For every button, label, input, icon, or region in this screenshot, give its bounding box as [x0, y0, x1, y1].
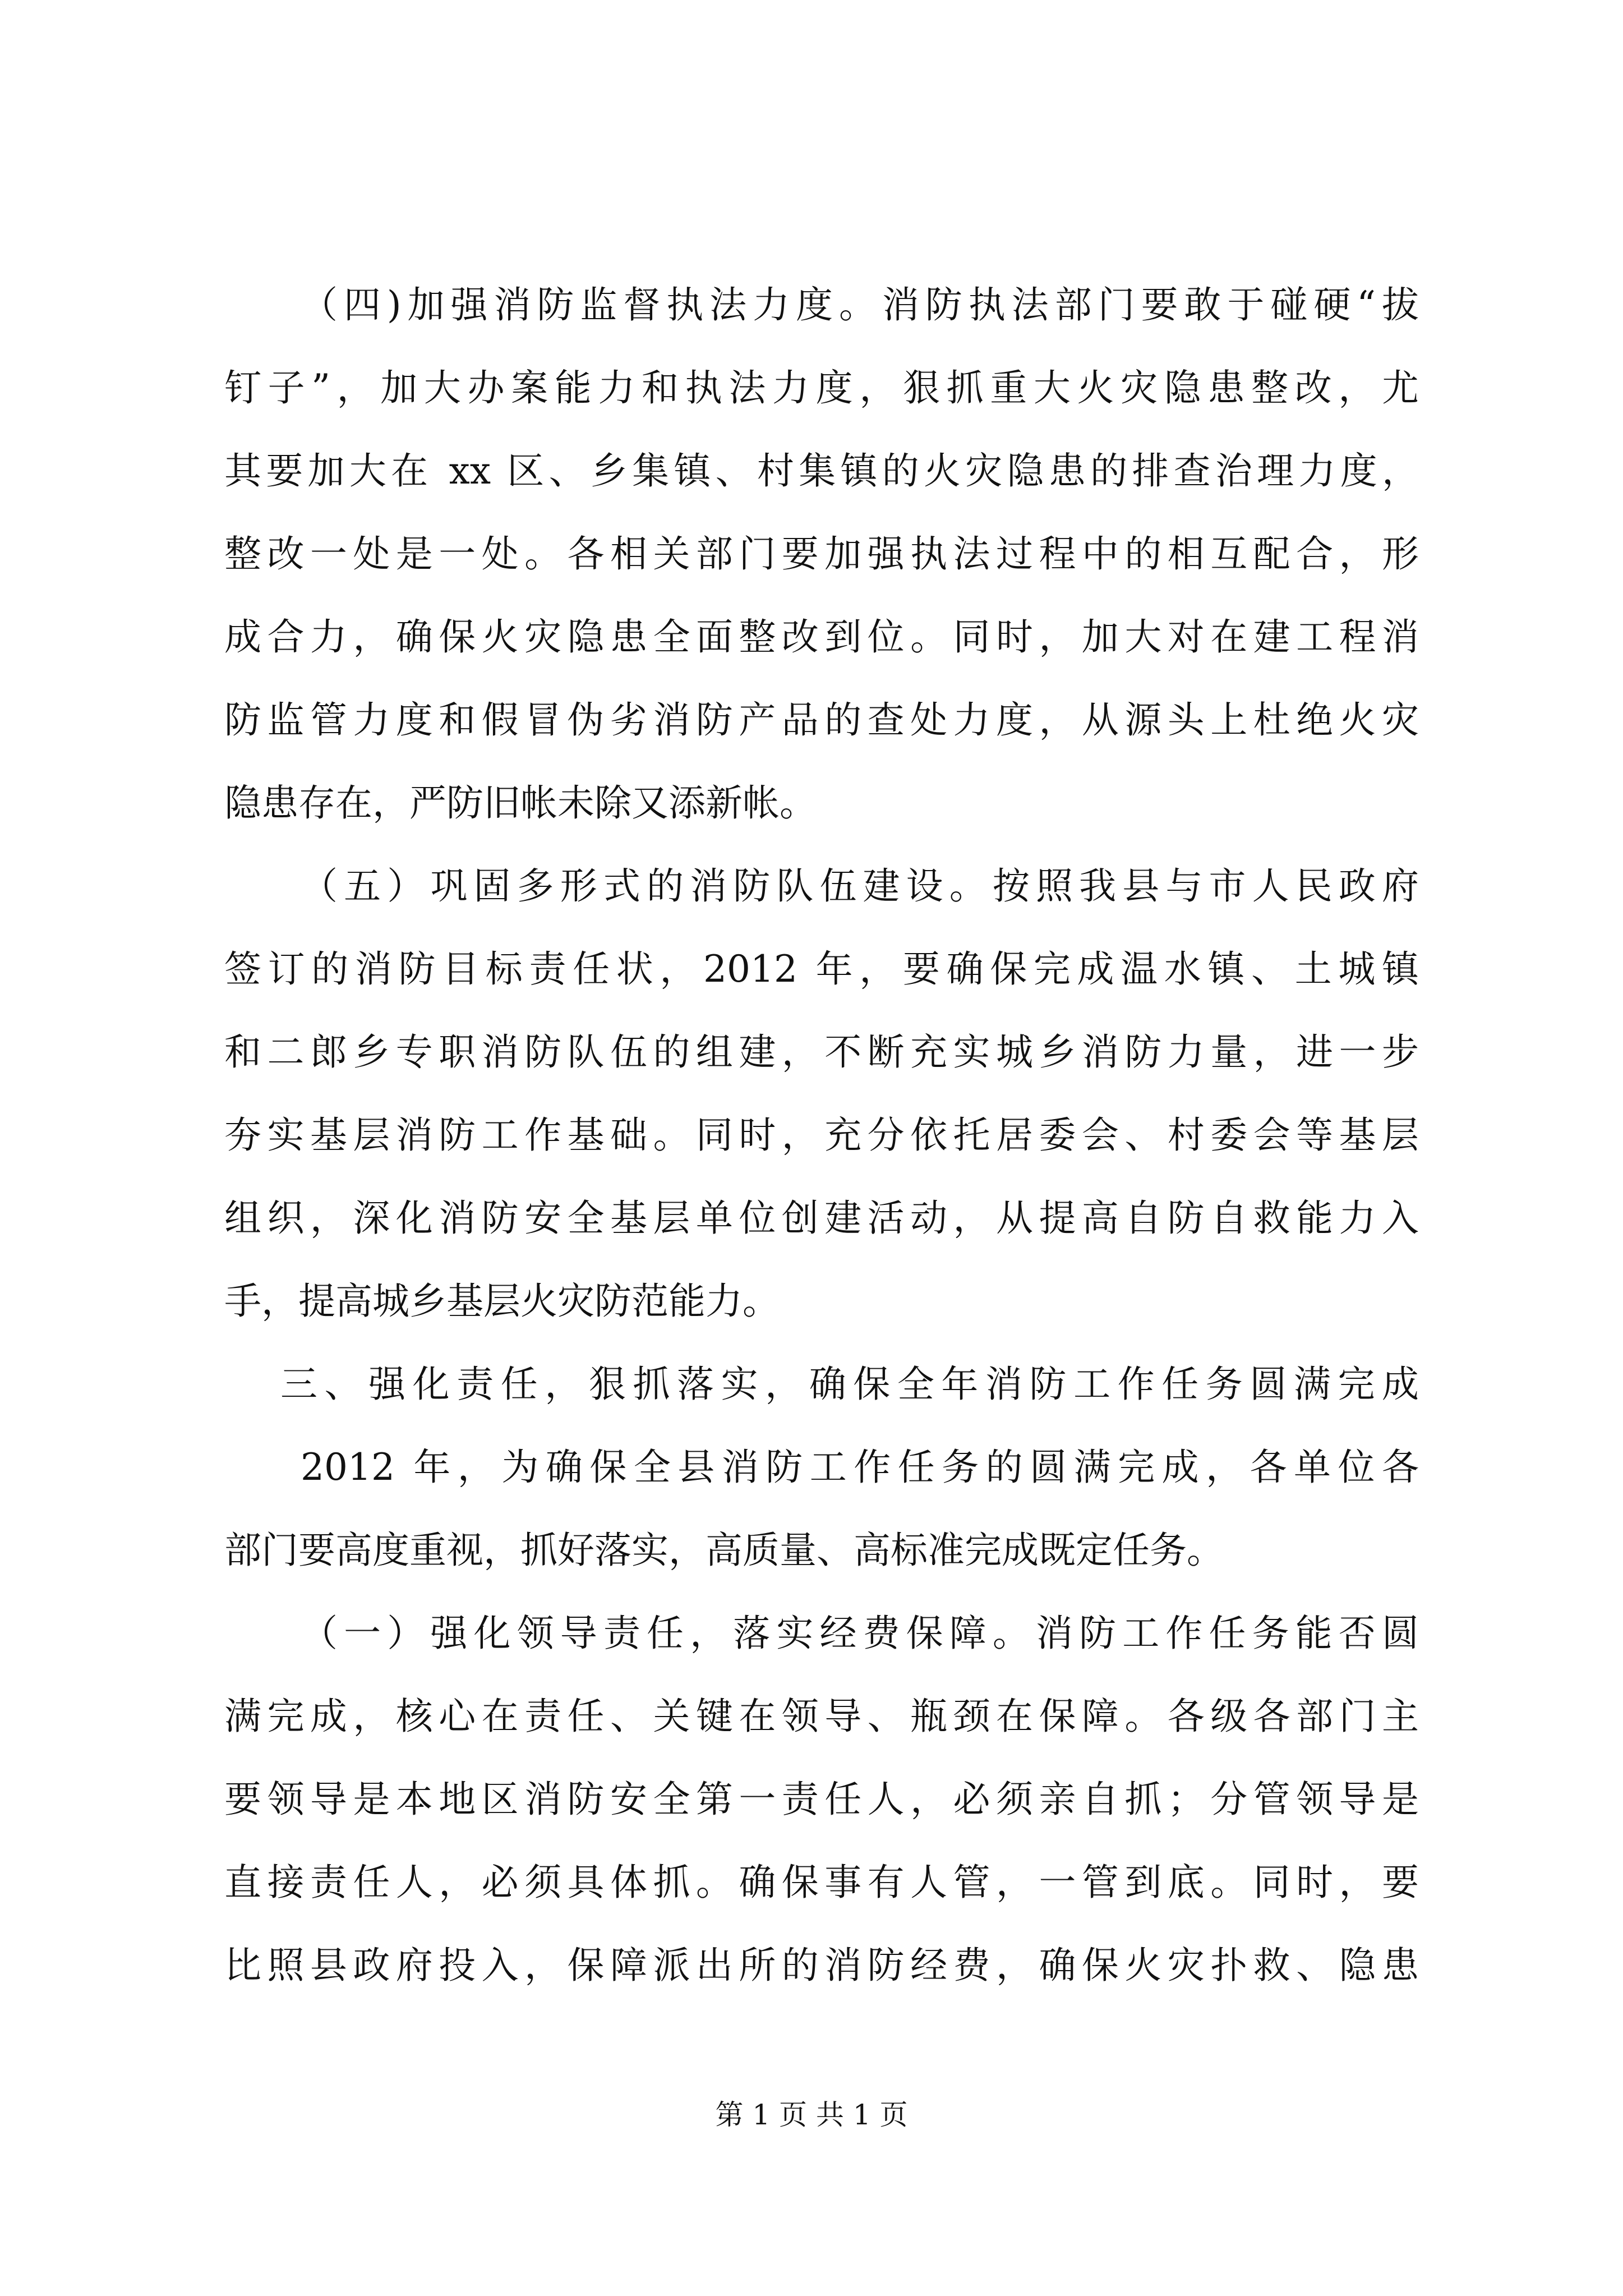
paragraph-line: 2012 年，为确保全县消防工作任务的圆满完成，各单位各 — [301, 1446, 1419, 1489]
paragraph-line: 夯实基层消防工作基础。同时，充分依托居委会、村委会等基层 — [224, 1114, 1419, 1157]
page-footer: 第 1 页 共 1 页 — [715, 2099, 908, 2131]
paragraph-line: 要领导是本地区消防安全第一责任人，必须亲自抓；分管领导是 — [224, 1778, 1419, 1821]
paragraph-line: 钉子”，加大办案能力和执法力度，狠抓重大火灾隐患整改，尤 — [224, 366, 1419, 409]
paragraph-line: 手，提高城乡基层火灾防范能力。 — [224, 1280, 780, 1323]
paragraph-line: 和二郎乡专职消防队伍的组建，不断充实城乡消防力量，进一步 — [224, 1030, 1419, 1074]
paragraph-line: 部门要高度重视，抓好落实，高质量、高标准完成既定任务。 — [224, 1529, 1224, 1572]
paragraph-line: 签订的消防目标责任状，2012 年，要确保完成温水镇、土城镇 — [224, 947, 1419, 991]
paragraph-line: 满完成，核心在责任、关键在领导、瓶颈在保障。各级各部门主 — [224, 1695, 1419, 1738]
paragraph-line: 成合力，确保火灾隐患全面整改到位。同时，加大对在建工程消 — [224, 615, 1419, 659]
paragraph-line: （五）巩固多形式的消防队伍建设。按照我县与市人民政府 — [301, 864, 1419, 908]
section-heading: 三、强化责任，狠抓落实，确保全年消防工作任务圆满完成 — [280, 1363, 1419, 1406]
paragraph-line: 其要加大在 xx 区、乡集镇、村集镇的火灾隐患的排查治理力度， — [224, 449, 1419, 493]
paragraph-line: （一）强化领导责任，落实经费保障。消防工作任务能否圆 — [301, 1612, 1419, 1655]
paragraph-line: 整改一处是一处。各相关部门要加强执法过程中的相互配合，形 — [224, 532, 1419, 576]
paragraph-line: （四)加强消防监督执法力度。消防执法部门要敢于碰硬“拔 — [301, 283, 1419, 326]
document-body — [224, 264, 1419, 2007]
paragraph-line: 组织，深化消防安全基层单位创建活动，从提高自防自救能力入 — [224, 1197, 1419, 1240]
paragraph-line: 防监管力度和假冒伪劣消防产品的查处力度，从源头上杜绝火灾 — [224, 698, 1419, 742]
paragraph-line: 比照县政府投入，保障派出所的消防经费，确保火灾扑救、隐患 — [224, 1944, 1419, 1987]
paragraph-line: 直接责任人，必须具体抓。确保事有人管，一管到底。同时，要 — [224, 1861, 1419, 1904]
paragraph-line: 隐患存在，严防旧帐未除又添新帐。 — [224, 781, 817, 825]
